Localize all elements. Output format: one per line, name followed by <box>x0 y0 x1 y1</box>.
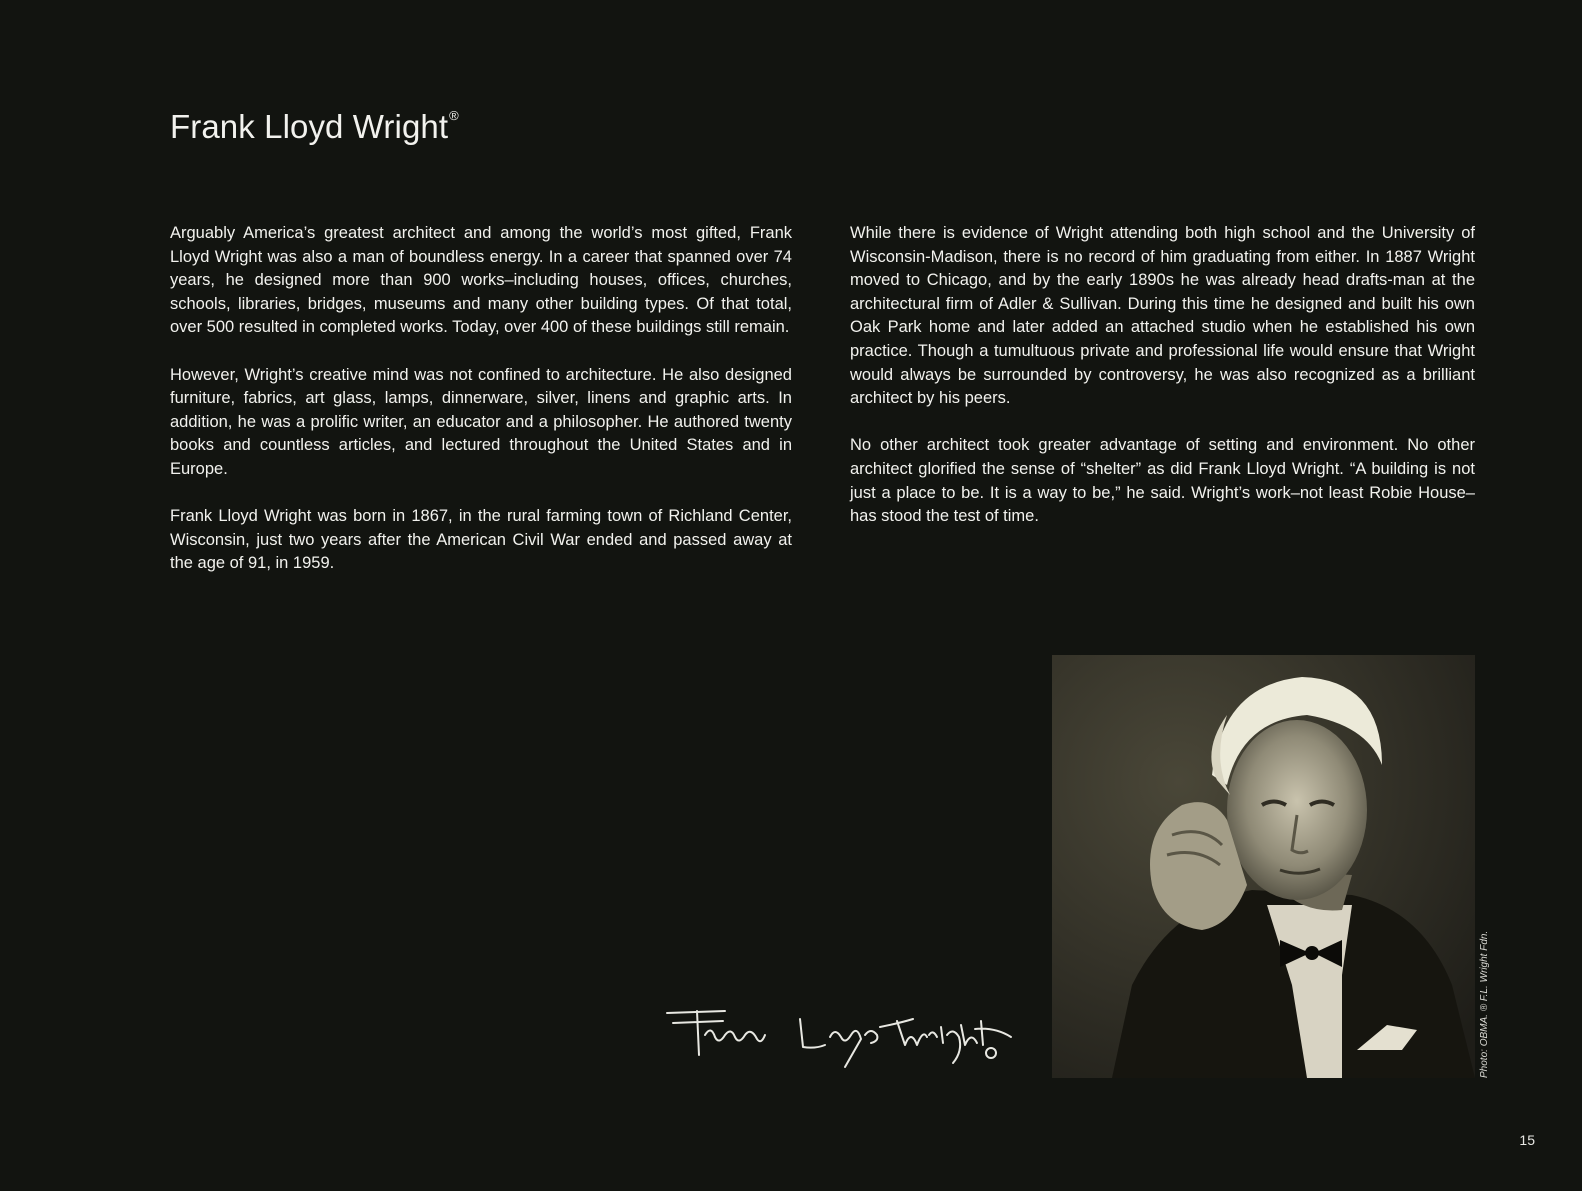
signature-icon <box>665 1005 1025 1085</box>
title-text: Frank Lloyd Wright <box>170 108 449 145</box>
paragraph: No other architect took greater advantage of setting and environment. No other architect glorified the sense of “shelter” as did Frank Lloyd Wright. “A building is not just a place to be. It is a way to be,” he said. Wright’s work–not least Robie House–has stood the test of time. <box>850 436 1475 526</box>
left-text-column <box>170 222 792 600</box>
page-number: 15 <box>1519 1132 1535 1148</box>
paragraph: Arguably America’s greatest architect and among the world’s most gifted, Frank Lloyd Wright was also a man of boundless energy. In a career that spanned over 74 years, he designed more than 900 works–including houses, offices, churches, schools, libraries, bridges, museums and many other building types. Of that total, over 500 resulted in completed works. Today, over 400 of these buildings still remain. <box>170 224 792 337</box>
portrait-illustration <box>1052 655 1475 1078</box>
paragraph: However, Wright’s creative mind was not confined to architecture. He also designed furniture, fabrics, art glass, lamps, dinnerware, silver, linens and graphic arts. In addition, he was a prolific writer, an educator and a philosopher. He authored twenty books and countless articles, and lectured throughout the United States and in Europe. <box>170 365 792 478</box>
portrait-photo <box>1052 655 1475 1078</box>
paragraph: Frank Lloyd Wright was born in 1867, in the rural farming town of Richland Center, Wisconsin, just two years after the American Civil War ended and passed away at the age of 91, in 1959. <box>170 507 792 573</box>
signature-image <box>665 1005 1025 1085</box>
registered-mark: ® <box>449 108 459 123</box>
page-title <box>170 108 459 146</box>
photo-credit: Photo: OBMA. ® F.L. Wright Fdn. <box>1479 930 1490 1078</box>
right-text-column <box>850 222 1475 552</box>
paragraph: While there is evidence of Wright attending both high school and the University of Wisconsin-Madison, there is no record of him graduating from either. In 1887 Wright moved to Chicago, and by the early 1890s he was already head drafts-man at the architectural firm of Adler & Sullivan. During this time he designed and built his own Oak Park home and later added an attached studio when he established his own practice. Though a tumultuous private and professional life would ensure that Wright would always be surrounded by controversy, he was also recognized as a brilliant architect by his peers. <box>850 224 1475 408</box>
